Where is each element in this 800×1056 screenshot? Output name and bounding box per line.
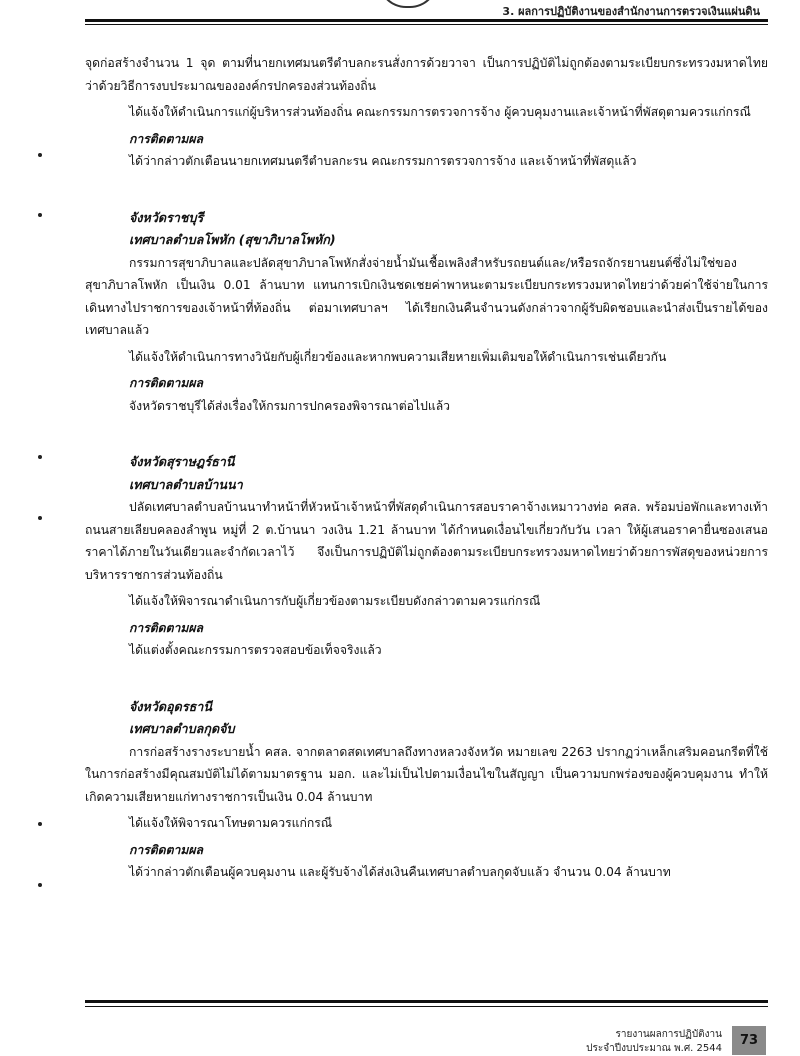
footer-rule-thick bbox=[85, 1000, 768, 1003]
footer-report-title bbox=[586, 1028, 722, 1056]
page-number: 73 bbox=[732, 1026, 766, 1055]
finding-paragraph: การก่อสร้างรางระบายน้ำ คสล. จากตลาดสดเทศบาลถึงทางหลวงจังหวัด หมายเลข 2263 ปรากฏว่าเหล็กเสริมคอนกรีตที่ใช้ในการก่อสร้างมีคุณสมบัติไม่ได้ตามมาตรฐาน มอก. และไม่เป็นไปตามเงื่อนไขในสัญญา เป็นความบกพร่องของผู้ควบคุมงาน ทำให้เกิดความเสียหายแก่ทางราชการเป็นเงิน 0.04 ล้านบาท bbox=[85, 744, 768, 804]
followup-heading: การติดตามผล bbox=[129, 131, 203, 146]
margin-mark bbox=[38, 455, 42, 459]
action-paragraph: ได้แจ้งให้พิจารณาดำเนินการกับผู้เกี่ยวข้องตามระเบียบดังกล่าวตามควรแก่กรณี bbox=[129, 594, 541, 608]
province-heading-ratchaburi: จังหวัดราชบุรี bbox=[129, 209, 204, 225]
province-heading-surat-thani: จังหวัดสุราษฎร์ธานี bbox=[129, 454, 235, 469]
followup-text: ได้ว่ากล่าวตักเตือนนายกเทศมนตรีตำบลกะรน คณะกรรมการตรวจการจ้าง และเจ้าหน้าที่พัสดุแล้ว bbox=[129, 154, 637, 168]
margin-mark bbox=[38, 516, 42, 520]
running-header: 3. ผลการปฏิบัติงานของสำนักงานการตรวจเงินแผ่นดิน bbox=[502, 5, 760, 18]
document-body bbox=[85, 52, 768, 884]
margin-mark bbox=[38, 213, 42, 217]
footer-line-1: รายงานผลการปฏิบัติงาน bbox=[615, 1029, 722, 1040]
footer-line-2: ประจำปีงบประมาณ พ.ศ. 2544 bbox=[586, 1043, 722, 1054]
action-paragraph: ได้แจ้งให้ดำเนินการทางวินัยกับผู้เกี่ยวข้องและหากพบความเสียหายเพิ่มเติมขอให้ดำเนินการเช่นเดียวกัน bbox=[129, 349, 667, 364]
margin-mark bbox=[38, 883, 42, 887]
municipality-heading-kut-chap: เทศบาลตำบลกุดจับ bbox=[129, 721, 235, 736]
footer-rule-thin bbox=[85, 1006, 768, 1007]
followup-heading: การติดตามผล bbox=[129, 842, 203, 857]
finding-paragraph: ปลัดเทศบาลตำบลบ้านนาทำหน้าที่หัวหน้าเจ้าหน้าที่พัสดุดำเนินการสอบราคาจ้างเหมาวางท่อ คสล. พร้อมบ่อพักและทางเท้า ถนนสายเลียบคลองลำพูน หมู่ที่ 2 ต.บ้านนา วงเงิน 1.21 ล้านบาท ได้กำหนดเงื่อนไขเกี่ยวกับวัน เวลา ให้ผู้เสนอราคายื่นซองเสนอราคาได้ภายในวันเดียวและจำกัดเวลาไว้ จึงเป็นการปฏิบัติไม่ถูกต้องตามระเบียบกระทรวงมหาดไทยว่าด้วยการพัสดุของหน่วยการบริหารราชการส่วนท้องถิ่น bbox=[85, 500, 768, 582]
margin-mark bbox=[38, 822, 42, 826]
intro-paragraph: จุดก่อสร้างจำนวน 1 จุด ตามที่นายกเทศมนตรีตำบลกะรนสั่งการด้วยวาจา เป็นการปฏิบัติไม่ถูกต้องตามระเบียบกระทรวงมหาดไทยว่าด้วยวิธีการงบประมาณขององค์กรปกครองส่วนท้องถิ่น bbox=[85, 56, 768, 93]
followup-heading: การติดตามผล bbox=[129, 620, 203, 635]
followup-heading: การติดตามผล bbox=[129, 376, 203, 390]
municipality-heading-ban-na: เทศบาลตำบลบ้านนา bbox=[129, 476, 243, 492]
header-rule-thin bbox=[85, 24, 768, 25]
header-rule-thick bbox=[85, 19, 768, 22]
province-heading-udon-thani: จังหวัดอุดรธานี bbox=[129, 698, 212, 714]
action-paragraph: ได้แจ้งให้พิจารณาโทษตามควรแก่กรณี bbox=[129, 816, 333, 830]
margin-mark bbox=[38, 153, 42, 157]
municipality-heading-phohak: เทศบาลตำบลโพหัก (สุขาภิบาลโพหัก) bbox=[129, 232, 336, 247]
followup-text: ได้แต่งตั้งคณะกรรมการตรวจสอบข้อเท็จจริงแล้ว bbox=[129, 643, 382, 657]
followup-text: ได้ว่ากล่าวตักเตือนผู้ควบคุมงาน และผู้รับจ้างได้ส่งเงินคืนเทศบาลตำบลกุดจับแล้ว จำนวน 0.04 ล้านบาท bbox=[129, 865, 671, 879]
finding-paragraph: กรรมการสุขาภิบาลและปลัดสุขาภิบาลโพหักสั่งจ่ายน้ำมันเชื้อเพลิงสำหรับรถยนต์และ/หรือรถจักรยานยนต์ซึ่งไม่ใช่ของสุขาภิบาลโพหัก เป็นเงิน 0.01 ล้านบาท แทนการเบิกเงินชดเชยค่าพาหนะตามระเบียบกระทรวงมหาดไทยว่าด้วยค่าใช้จ่ายในการเดินทางไปราชการของเจ้าหน้าที่ท้องถิ่น ต่อมาเทศบาลฯ ได้เรียกเงินคืนจำนวนดังกล่าวจากผู้รับผิดชอบและนำส่งเป็นรายได้ของเทศบาลแล้ว bbox=[85, 255, 768, 337]
intro-action: ได้แจ้งให้ดำเนินการแก่ผู้บริหารส่วนท้องถิ่น คณะกรรมการตรวจการจ้าง ผู้ควบคุมงานและเจ้าหน้าที่พัสดุตามควรแก่กรณี bbox=[129, 105, 751, 119]
followup-text: จังหวัดราชบุรีได้ส่งเรื่องให้กรมการปกครองพิจารณาต่อไปแล้ว bbox=[129, 398, 451, 413]
emblem-logo bbox=[378, 0, 438, 8]
